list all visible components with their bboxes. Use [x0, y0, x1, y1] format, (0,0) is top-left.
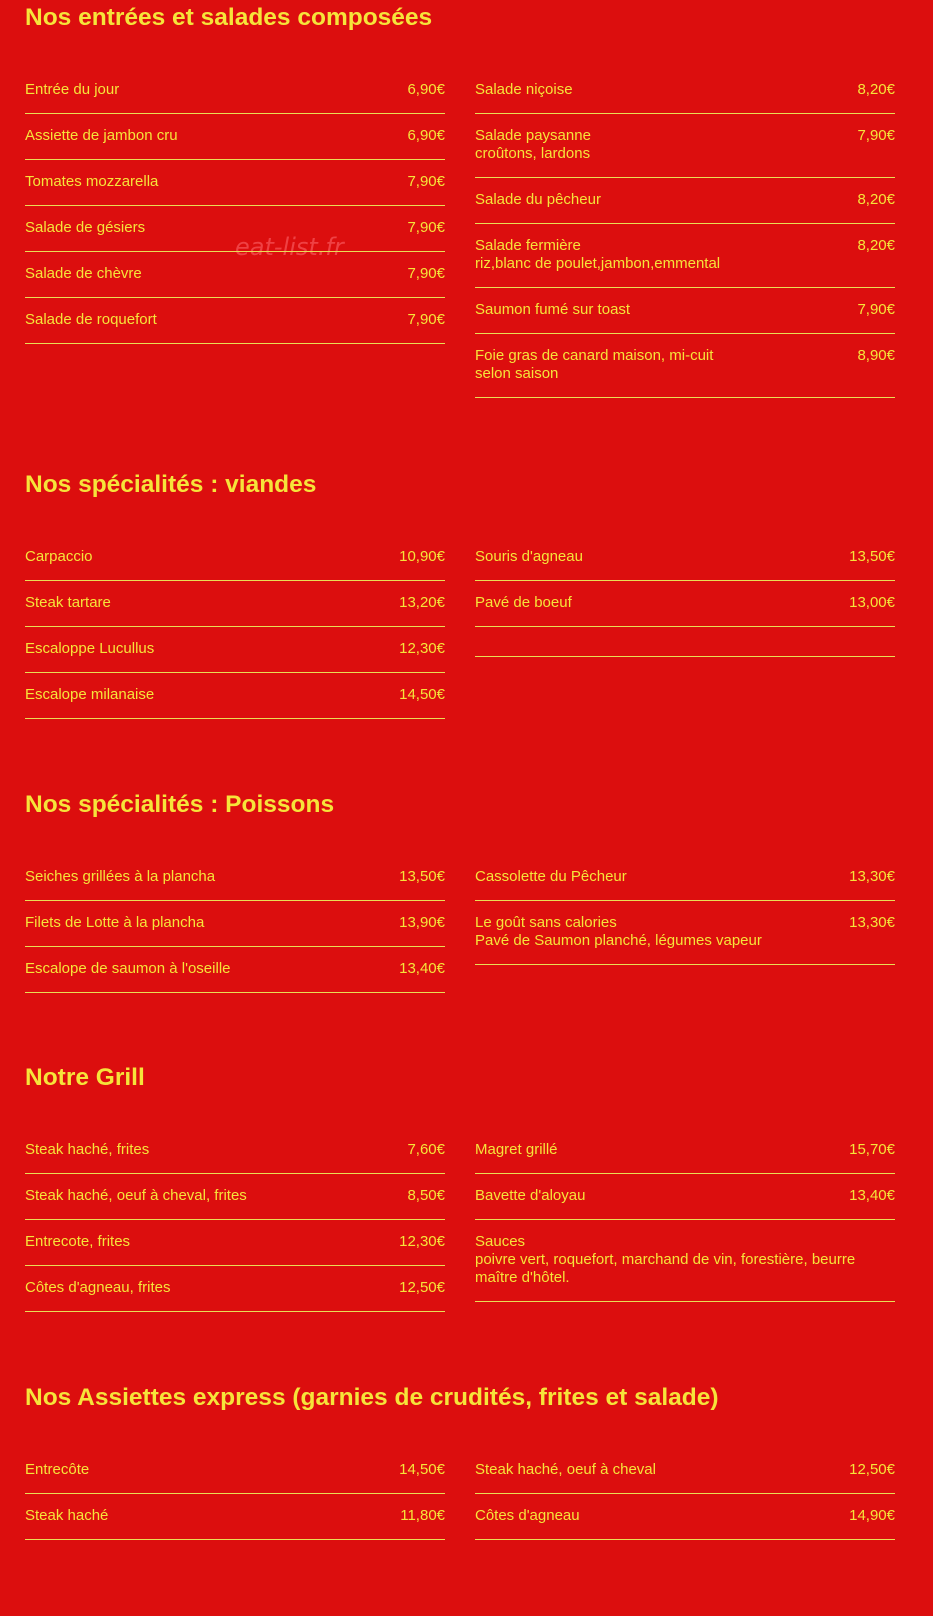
menu-item-name-block [25, 640, 399, 658]
dish-price: 11,80€ [400, 1507, 445, 1524]
dish-description: riz,blanc de poulet,jambon,emmental [475, 255, 721, 272]
menu-column-left [25, 68, 445, 344]
menu-item [25, 855, 445, 901]
dish-price: 8,90€ [857, 347, 895, 364]
dish-price: 13,00€ [849, 594, 895, 611]
menu-item [25, 1128, 445, 1174]
menu-item-name-block [475, 1187, 849, 1205]
dish-name: Côtes d'agneau [475, 1507, 580, 1524]
menu-item [25, 581, 445, 627]
dish-price: 7,90€ [407, 173, 445, 190]
menu-item-name-block [475, 548, 849, 566]
menu-item [25, 1266, 445, 1312]
menu-item [475, 114, 895, 178]
dish-name: Foie gras de canard maison, mi-cuit [475, 347, 714, 364]
dish-name: Côtes d'agneau, frites [25, 1279, 171, 1296]
section-title: Notre Grill [25, 1064, 145, 1091]
menu-item-name-block [475, 914, 849, 950]
section-title: Nos entrées et salades composées [25, 4, 433, 31]
menu-column-right [475, 68, 895, 398]
dish-price: 13,40€ [399, 960, 445, 977]
menu-column-right [475, 1448, 895, 1540]
dish-price: 7,60€ [407, 1141, 445, 1158]
menu-item-name-block [475, 1507, 849, 1525]
dish-name: Salade niçoise [475, 81, 573, 98]
dish-name: Saumon fumé sur toast [475, 301, 631, 318]
menu-item [475, 1220, 895, 1302]
dish-price: 7,90€ [857, 301, 895, 318]
menu-item-name-block [25, 81, 407, 99]
dish-name: Salade de chèvre [25, 265, 142, 282]
dish-name: Cassolette du Pêcheur [475, 868, 627, 885]
menu-column-left [25, 1448, 445, 1540]
menu-item-name-block [475, 1233, 895, 1287]
dish-price: 7,90€ [407, 265, 445, 282]
menu-item-name-block [475, 1141, 849, 1159]
menu-item [25, 1174, 445, 1220]
dish-price: 7,90€ [407, 219, 445, 236]
dish-description: croûtons, lardons [475, 145, 591, 162]
menu-item-name-block [25, 548, 399, 566]
menu-item [475, 334, 895, 398]
section-title: Nos spécialités : viandes [25, 471, 317, 498]
dish-name: Salade de gésiers [25, 219, 146, 236]
menu-item-name-block [25, 1279, 399, 1297]
menu-item [25, 673, 445, 719]
menu-item-name-block [475, 347, 857, 383]
menu-item-name-block [25, 594, 399, 612]
menu-item [25, 1220, 445, 1266]
menu-section-2 [25, 467, 895, 703]
menu-item-name-block [475, 191, 857, 209]
dish-price: 6,90€ [407, 127, 445, 144]
dish-price: 13,30€ [849, 868, 895, 885]
dish-name: Le goût sans calories [475, 914, 617, 931]
empty-row-divider [475, 627, 895, 657]
menu-item [25, 535, 445, 581]
menu-section-3 [25, 787, 895, 977]
menu-item-name-block [475, 237, 857, 273]
menu-item [25, 114, 445, 160]
dish-name: Pavé de boeuf [475, 594, 572, 611]
dish-name: Steak haché, oeuf à cheval, frites [25, 1187, 247, 1204]
menu-item [475, 288, 895, 334]
dish-name: Seiches grillées à la plancha [25, 868, 216, 885]
dish-name: Carpaccio [25, 548, 93, 565]
section-title: Nos Assiettes express (garnies de crudités, frites et salade) [25, 1384, 719, 1411]
menu-item-name-block [25, 1507, 400, 1525]
dish-name: Magret grillé [475, 1141, 558, 1158]
dish-price: 13,40€ [849, 1187, 895, 1204]
menu-column-left [25, 535, 445, 719]
dish-name: Souris d'agneau [475, 548, 583, 565]
dish-name: Escaloppe Lucullus [25, 640, 155, 657]
dish-price: 13,30€ [849, 914, 895, 931]
menu-item-name-block [25, 1461, 399, 1479]
dish-price: 14,50€ [399, 686, 445, 703]
dish-name: Entrecote, frites [25, 1233, 131, 1250]
menu-item [475, 535, 895, 581]
menu-item-name-block [25, 1187, 407, 1205]
menu-item [475, 581, 895, 627]
menu-item [25, 1494, 445, 1540]
dish-name: Assiette de jambon cru [25, 127, 178, 144]
dish-name: Steak haché [25, 1507, 109, 1524]
menu-item-name-block [25, 914, 399, 932]
dish-name: Salade de roquefort [25, 311, 157, 328]
dish-price: 13,20€ [399, 594, 445, 611]
dish-name: Entrée du jour [25, 81, 120, 98]
menu-item-name-block [475, 1461, 849, 1479]
menu-item [475, 1494, 895, 1540]
menu-column-right [475, 855, 895, 965]
dish-description: selon saison [475, 365, 559, 382]
menu-item [475, 855, 895, 901]
menu-item-name-block [25, 311, 407, 329]
menu-section-4 [25, 1060, 895, 1296]
menu-item [25, 1448, 445, 1494]
dish-price: 8,20€ [857, 191, 895, 208]
menu-item-name-block [25, 686, 399, 704]
menu-item [475, 178, 895, 224]
dish-price: 7,90€ [857, 127, 895, 144]
dish-name: Tomates mozzarella [25, 173, 159, 190]
dish-price: 12,30€ [399, 640, 445, 657]
menu-item-name-block [475, 127, 857, 163]
menu-item-name-block [25, 219, 407, 237]
menu-item [25, 627, 445, 673]
dish-price: 15,70€ [849, 1141, 895, 1158]
dish-name: Salade paysanne [475, 127, 591, 144]
dish-price: 6,90€ [407, 81, 445, 98]
menu-item [475, 1128, 895, 1174]
dish-price: 8,20€ [857, 81, 895, 98]
dish-price: 7,90€ [407, 311, 445, 328]
dish-price: 12,50€ [399, 1279, 445, 1296]
menu-item-name-block [25, 868, 399, 886]
dish-price: 8,20€ [857, 237, 895, 254]
dish-name: Escalope milanaise [25, 686, 155, 703]
dish-name: Filets de Lotte à la plancha [25, 914, 205, 931]
menu-item [25, 298, 445, 344]
dish-price: 12,30€ [399, 1233, 445, 1250]
menu-section-5 [25, 1380, 895, 1524]
dish-name: Salade du pêcheur [475, 191, 601, 208]
menu-item [25, 252, 445, 298]
menu-item-name-block [25, 1233, 399, 1251]
menu-item-name-block [25, 127, 407, 145]
section-title: Nos spécialités : Poissons [25, 791, 335, 818]
dish-price: 14,90€ [849, 1507, 895, 1524]
menu-item-name-block [475, 301, 857, 319]
dish-price: 13,50€ [399, 868, 445, 885]
dish-name: Escalope de saumon à l'oseille [25, 960, 231, 977]
menu-item [25, 947, 445, 993]
dish-price: 13,90€ [399, 914, 445, 931]
menu-column-left [25, 855, 445, 993]
menu-item [475, 1174, 895, 1220]
menu-item [475, 901, 895, 965]
menu-item-name-block [475, 81, 857, 99]
dish-description: Pavé de Saumon planché, légumes vapeur [475, 932, 762, 949]
menu-item-name-block [25, 173, 407, 191]
dish-name: Salade fermière [475, 237, 581, 254]
menu-item [475, 68, 895, 114]
dish-price: 12,50€ [849, 1461, 895, 1478]
menu-item-name-block [25, 1141, 407, 1159]
menu-item-name-block [475, 594, 849, 612]
menu-column-right [475, 535, 895, 657]
menu-item-name-block [475, 868, 849, 886]
dish-price: 10,90€ [399, 548, 445, 565]
menu-column-left [25, 1128, 445, 1312]
menu-item-name-block [25, 265, 407, 283]
dish-description: poivre vert, roquefort, marchand de vin, forestière, beurre maître d'hôtel. [475, 1251, 856, 1286]
menu-item [475, 224, 895, 288]
dish-price: 14,50€ [399, 1461, 445, 1478]
menu-item [475, 1448, 895, 1494]
dish-name: Steak tartare [25, 594, 111, 611]
menu-item [25, 68, 445, 114]
menu-item [25, 160, 445, 206]
dish-price: 8,50€ [407, 1187, 445, 1204]
dish-name: Steak haché, frites [25, 1141, 150, 1158]
menu-item-name-block [25, 960, 399, 978]
menu-column-right [475, 1128, 895, 1302]
dish-name: Sauces [475, 1233, 526, 1250]
watermark-text: eat-list.fr [235, 233, 344, 261]
menu-item [25, 901, 445, 947]
dish-price: 13,50€ [849, 548, 895, 565]
menu-item [25, 206, 445, 252]
dish-name: Steak haché, oeuf à cheval [475, 1461, 656, 1478]
dish-name: Entrecôte [25, 1461, 90, 1478]
dish-name: Bavette d'aloyau [475, 1187, 586, 1204]
